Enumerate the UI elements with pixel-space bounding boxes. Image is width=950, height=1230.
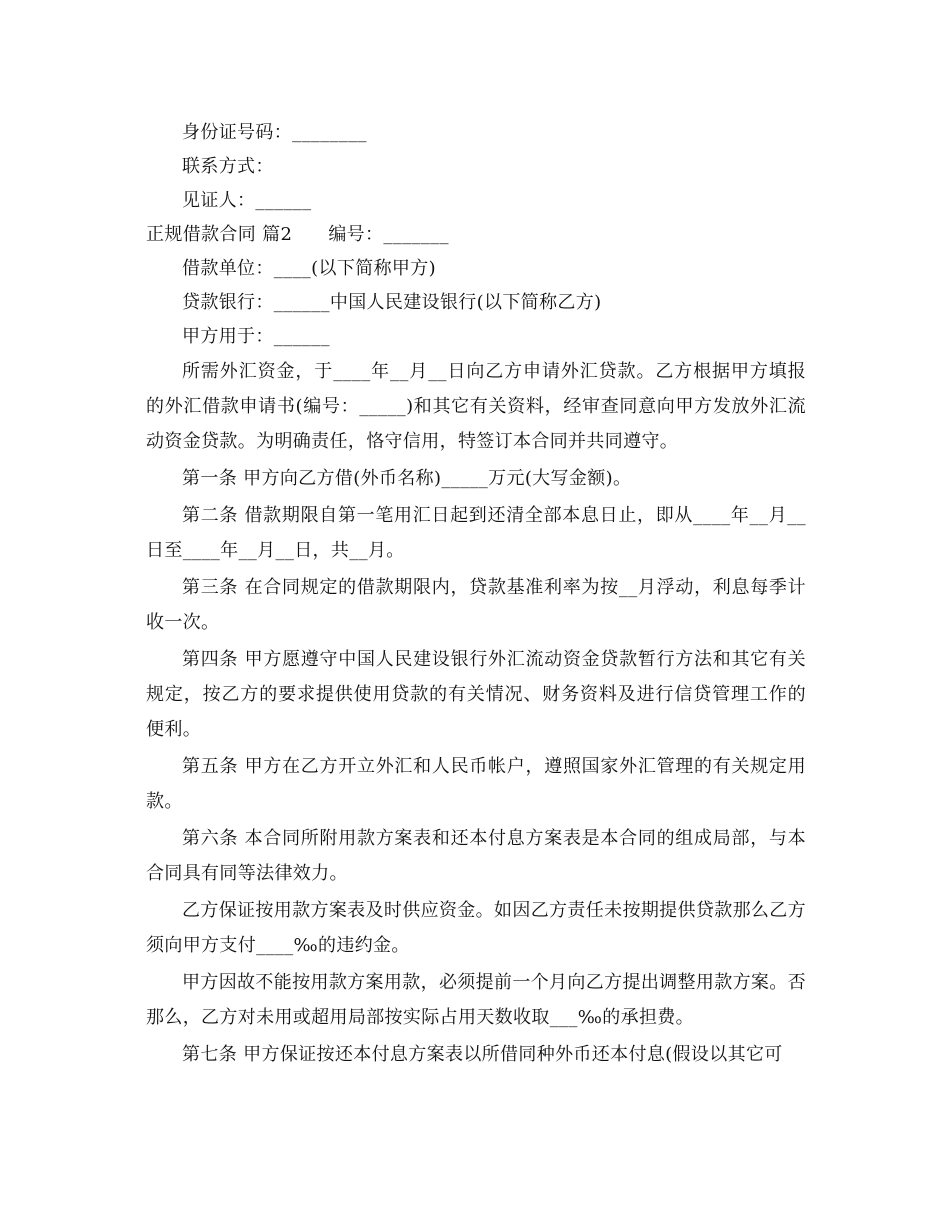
purpose-field: 甲方用于：______ (182, 326, 330, 347)
lender-field: 贷款银行：______中国人民建设银行(以下简称乙方) (182, 292, 602, 313)
plan-adjustment-paragraph: 甲方因故不能按用款方案用款，必须提前一个月向乙方提出调整用款方案。否那么，乙方对未用或超用局部按实际占用天数收取___‰的承担费。 (146, 972, 806, 1028)
intro-paragraph: 所需外汇资金，于____年__月__日向乙方申请外汇贷款。乙方根据甲方填报的外汇借款申请书(编号：_____)和其它有关资料，经审查同意向甲方发放外汇流动资金贷款。为明确责任，恪守信用，特签订本合同并共同遵守。 (146, 361, 806, 452)
contact-field: 联系方式： (182, 156, 274, 177)
borrower-field: 借款单位：____(以下简称甲方) (182, 258, 436, 279)
witness-field: 见证人：______ (182, 190, 312, 211)
article-4: 第四条 甲方愿遵守中国人民建设银行外汇流动资金贷款暂行方法和其它有关规定，按乙方的要求提供使用贷款的有关情况、财务资料及进行信贷管理工作的便利。 (146, 649, 806, 740)
article-6: 第六条 本合同所附用款方案表和还本付息方案表是本合同的组成局部，与本合同具有同等法律效力。 (146, 828, 806, 884)
section-title: 正规借款合同 篇2 (146, 224, 293, 245)
contract-number-field: 编号：_______ (328, 224, 449, 245)
id-number-field: 身份证号码：________ (182, 122, 367, 143)
article-3: 第三条 在合同规定的借款期限内，贷款基准利率为按__月浮动，利息每季计收一次。 (146, 577, 806, 633)
section-heading (146, 218, 806, 252)
article-5: 第五条 甲方在乙方开立外汇和人民币帐户，遵照国家外汇管理的有关规定用款。 (146, 756, 806, 812)
article-2: 第二条 借款期限自第一笔用汇日起到还清全部本息日止，即从____年__月__日至____年__月__日，共__月。 (146, 505, 806, 561)
document-body (146, 116, 806, 1074)
article-7: 第七条 甲方保证按还本付息方案表以所借同种外币还本付息(假设以其它可 (182, 1044, 783, 1065)
article-1: 第一条 甲方向乙方借(外币名称)_____万元(大写金额)。 (182, 468, 632, 489)
lender-guarantee-paragraph: 乙方保证按用款方案表及时供应资金。如因乙方责任未按期提供贷款那么乙方须向甲方支付____‰的违约金。 (146, 900, 806, 956)
